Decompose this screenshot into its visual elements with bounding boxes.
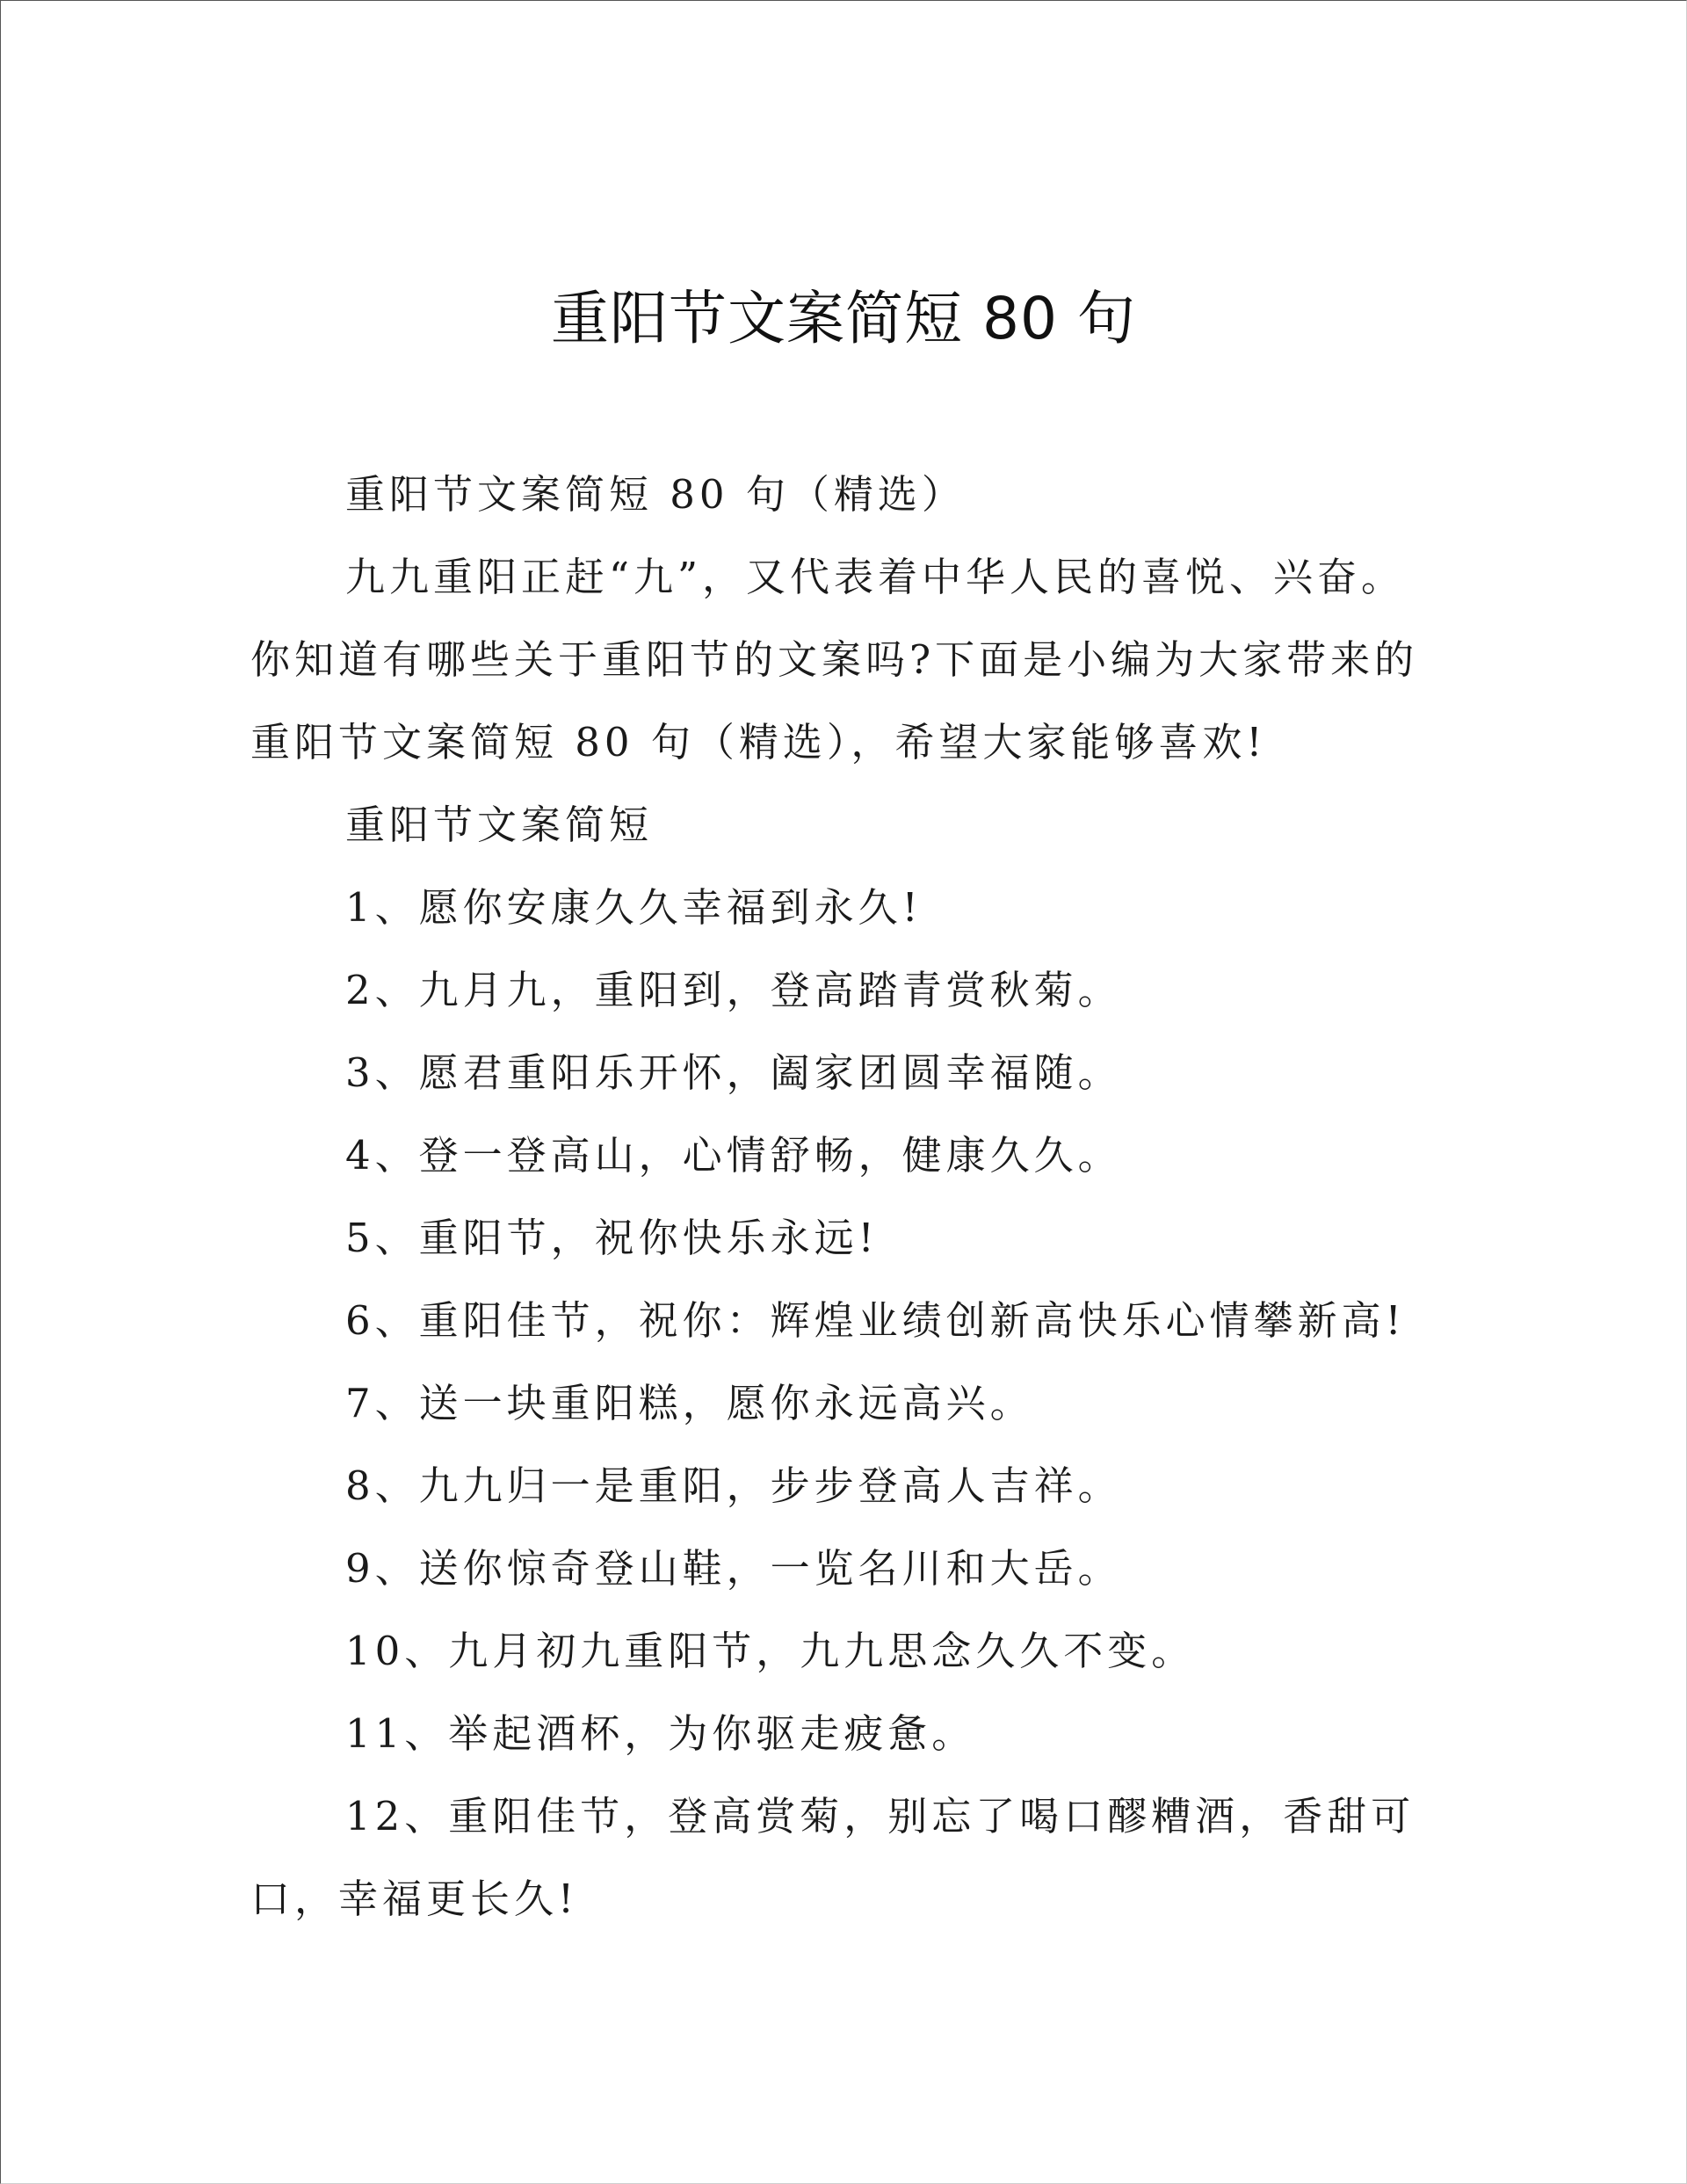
subtitle-paragraph: 重阳节文案简短 80 句（精选） [345,471,966,518]
list-item: 4、登一登高山，心情舒畅，健康久久。 [345,1132,1122,1179]
list-item: 12、重阳佳节，登高赏菊，别忘了喝口醪糟酒，香甜可口，幸福更长久! [250,1793,1415,1922]
document-title: 重阳节文案简短 80 句 [551,285,1136,352]
list-item: 1、愿你安康久久幸福到永久! [345,884,923,931]
list-item: 5、重阳节，祝你快乐永远! [345,1215,879,1261]
list-item: 10、九月初九重阳节，九九思念久久不变。 [345,1628,1196,1674]
list-item: 6、重阳佳节，祝你：辉煌业绩创新高快乐心情攀新高! [345,1297,1406,1344]
document-body [250,453,1428,1941]
list-item: 9、送你惊奇登山鞋，一览名川和大岳。 [345,1545,1122,1592]
list-item: 8、九九归一是重阳，步步登高人吉祥。 [345,1462,1122,1509]
list-item: 2、九月九，重阳到，登高踏青赏秋菊。 [345,967,1122,1013]
section-heading: 重阳节文案简短 [345,802,654,848]
list-item: 3、愿君重阳乐开怀，阖家团圆幸福随。 [345,1049,1122,1096]
list-item: 11、举起酒杯，为你驱走疲惫。 [345,1710,976,1757]
list-item: 7、送一块重阳糕，愿你永远高兴。 [345,1380,1034,1426]
intro-paragraph: 九九重阳正赶“九”，又代表着中华人民的喜悦、兴奋。你知道有哪些关于重阳节的文案吗?下面是小编为大家带来的重阳节文案简短 80 句（精选），希望大家能够喜欢! [250,554,1419,765]
